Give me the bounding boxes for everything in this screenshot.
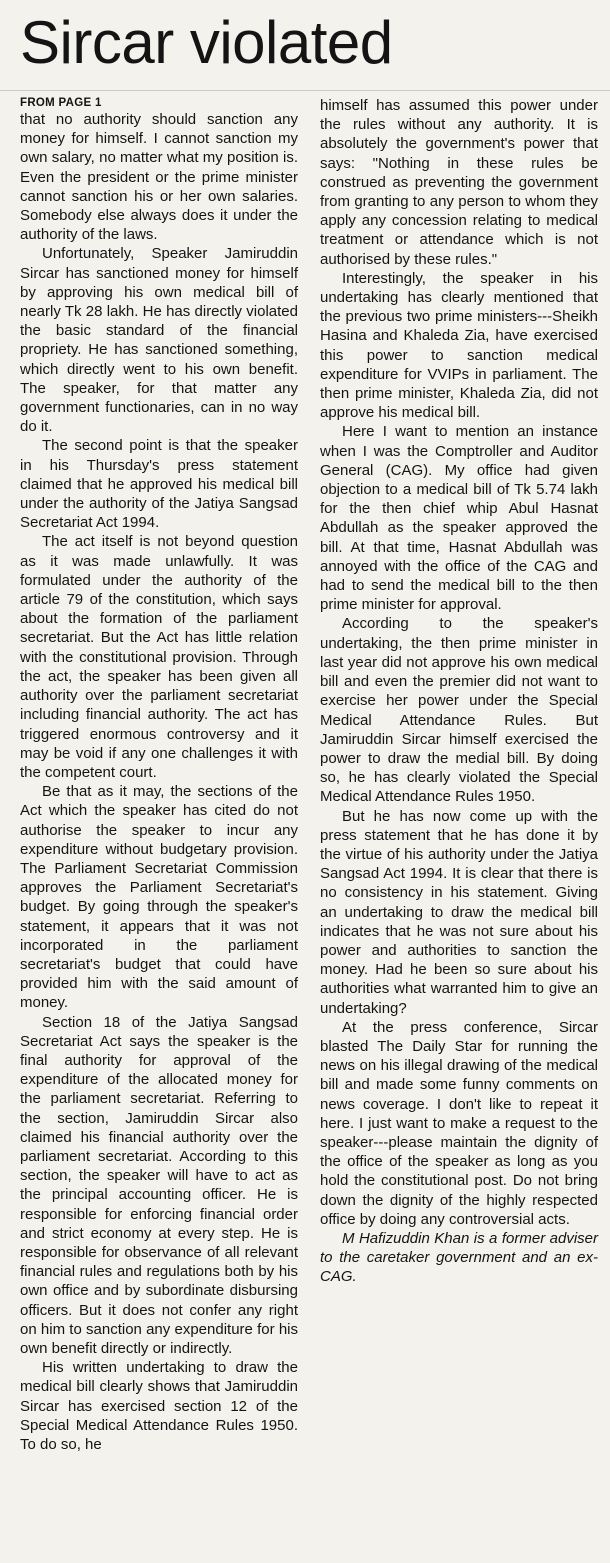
author-byline: M Hafizuddin Khan is a former adviser to the caretaker government and an ex-CAG. — [320, 1229, 598, 1286]
paragraph-12: But he has now come up with the press statement that he has done it by the virtue of his authority under the Jatiya Sangsad Act 1994. It is clear that there is no consistency in his statement. Giving an undertaking to draw the medical bill indicates that he was not sure about his power and authorities to sanction the money. Had he been so sure about his authorities what warranted him to give an undertaking? — [320, 807, 598, 1017]
paragraph-text: that no authority should sanction any money for himself. I cannot sanction my own salary, no matter what my position is. Even the president or the prime minister cannot sanction his or her own salaries. Somebody else always does it under the authority of the laws. — [20, 111, 298, 244]
paragraph-1 — [20, 96, 298, 244]
continuation-kicker: FROM PAGE 1 — [20, 97, 102, 109]
paragraph-9: Interestingly, the speaker in his undertaking has clearly mentioned that the previous two prime ministers---Sheikh Hasina and Khaleda Zia, have exercised this power to sanction medical expenditure for VVIPs in parliament. The then prime minister, Khaleda Zia, did not approve his medical bill. — [320, 269, 598, 422]
article-column-right — [320, 96, 598, 1287]
article-column-left — [20, 96, 298, 1454]
paragraph-3: The second point is that the speaker in his Thursday's press statement claimed that he approved his medical bill under the authority of the Jatiya Sangsad Secretariat Act 1994. — [20, 437, 298, 532]
paragraph-2: Unfortunately, Speaker Jamiruddin Sircar has sanctioned money for himself by approving his own medical bill of nearly Tk 28 lakh. He has directly violated the basic standard of the financial propriety. He has sanctioned something, which directly went to his own benefit. The speaker, for that matter any government functionaries, can in no way do it. — [20, 245, 298, 436]
paragraph-7: His written undertaking to draw the medical bill clearly shows that Jamiruddin Sircar has exercised section 12 of the Special Medical Attendance Rules 1950. To do so, he — [20, 1359, 298, 1454]
paragraph-5: Be that as it may, the sections of the Act which the speaker has cited do not authorise the speaker to incur any expenditure without budgetary provision. The Parliament Secretariat Commission approves the Parliament Secretariat's budget. By going through the speaker's statement, it appears that it was not incorporated in the parliament secretariat's budget that could have provided him with the said amount of money. — [20, 783, 298, 1012]
paragraph-13: At the press conference, Sircar blasted The Daily Star for running the news on his illegal drawing of the medical bill and made some funny comments on news coverage. I don't like to repeat it here. I just want to make a request to the speaker---please maintain the dignity of the office of the speaker as long as you hold the constitutional post. Do not bring down the dignity of the highly respected office by doing any controversial acts. — [320, 1018, 598, 1228]
headline-divider — [0, 90, 610, 91]
headline: Sircar violated — [20, 9, 393, 76]
paragraph-10: Here I want to mention an instance when I was the Comptroller and Auditor General (CAG). My office had given objection to a medical bill of Tk 5.74 lakh for the then chief whip Abul Hasnat Abdullah as the speaker approved the bill. At that time, Hasnat Abdullah was annoyed with the office of the CAG and had to send the medical bill to the then prime minister for approval. — [320, 423, 598, 614]
paragraph-8: himself has assumed this power under the rules without any authority. It is absolutely the government's power that says: "Nothing in these rules be construed as preventing the government from granting to any person to whom they apply any concession relating to medical treatment or attendance which is not authorised by these rules." — [320, 97, 598, 268]
paragraph-4: The act itself is not beyond question as it was made unlawfully. It was formulated under the authority of the article 79 of the constitution, which says about the formation of the parliament secretariat. But the Act has little relation with the constitutional provision. Through the act, the speaker has been given all authority over the parliament secretariat including financial authority. The act has triggered enormous controversy and it may be void if any one challenges it with the competent court. — [20, 533, 298, 781]
paragraph-6: Section 18 of the Jatiya Sangsad Secretariat Act says the speaker is the final authority for approval of the expenditure of the allocated money for the parliament secretariat. Referring to the section, Jamiruddin Sircar also claimed his financial authority over the parliament secretariat. According to this section, the speaker will have to act as the principal accounting officer. He is responsible for enforcing financial order and strict economy at every step. He is responsible for observance of all relevant financial rules and regulations both by his own office and by subordinate disbursing officers. But it does not confer any right on him to sanction any expenditure for his own benefit directly or indirectly. — [20, 1013, 298, 1357]
paragraph-11: According to the speaker's undertaking, the then prime minister in last year did not approve his own medical bill and even the premier did not want to exercise her power under the Special Medical Attendance Rules. But Jamiruddin Sircar himself exercised the power to draw the medial bill. By doing so, he has clearly violated the Special Medical Attendance Rules 1950. — [320, 615, 598, 806]
